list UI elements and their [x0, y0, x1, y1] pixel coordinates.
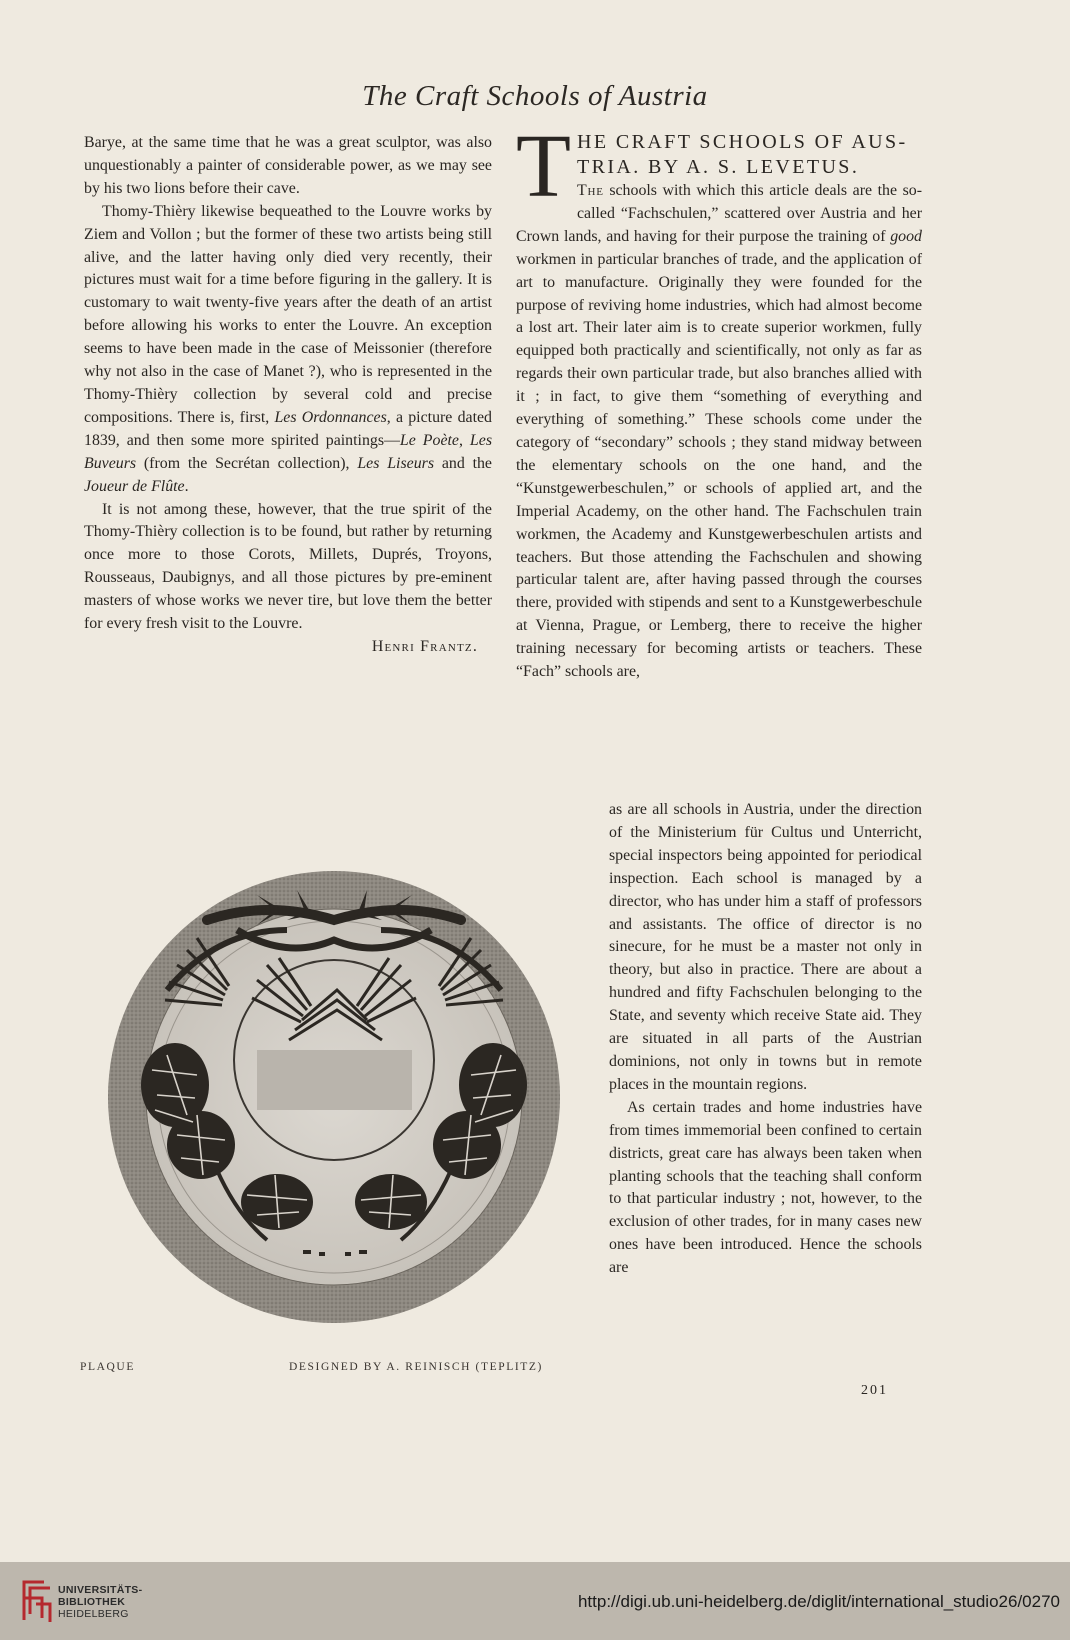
drop-cap: T — [516, 117, 571, 216]
library-footer — [0, 1562, 1070, 1640]
left-column — [84, 132, 492, 659]
plaque-illustration — [107, 870, 562, 1325]
plaque-image — [107, 870, 562, 1325]
right-column — [516, 117, 922, 684]
library-name: UNIVERSITÄTS- BIBLIOTHEK HEIDELBERG — [58, 1584, 143, 1620]
library-logo-icon — [20, 1574, 54, 1629]
left-paragraph-2: Thomy-Thièry likewise bequeathed to the Louvre works by Ziem and Vollon ; but the former of these two artists being still alive, and the latter having only died very recently, their pictures must wait for a time before figuring in the gallery. It is customary to wait twenty-five years after the death of an artist before allowing his works to enter the Louvre. An exception seems to have been made in the case of Meissonier (therefore why not also in the case of Manet ?), who is represented in the Thomy-Thièry collection by several cold and precise compositions. There is, first, Les Ordonnances, a picture dated 1839, and then some more spirited paintings—Le Poète, Les Buveurs (from the Secrétan collection), Les Liseurs and the Joueur de Flûte. — [84, 202, 492, 495]
left-paragraph-3: It is not among these, however, that the true spirit of the Thomy-Thièry collection is to be found, but rather by returning once more to those Corots, Millets, Duprés, Troyons, Rousseaus, Daubignys, and all those pictures by pre-eminent masters of whose works we never tire, but love them the better for every fresh visit to the Louvre. — [84, 500, 492, 633]
caption-designer: DESIGNED BY A. REINISCH (TEPLITZ) — [289, 1361, 543, 1373]
caption-plaque: PLAQUE — [80, 1361, 135, 1373]
page-number: 201 — [861, 1383, 888, 1398]
running-head: The Craft Schools of Austria — [362, 80, 708, 112]
source-url[interactable]: http://digi.ub.uni-heidelberg.de/diglit/international_studio26/0270 — [577, 1592, 1060, 1611]
article-heading: HE CRAFT SCHOOLS OF AUS- TRIA. BY A. S. LEVETUS. — [576, 131, 908, 178]
narrow-paragraph-2: As certain trades and home industries have from times immemorial been confined to certain districts, great care has always been taken when planting schools that the teaching shall conform to that particular industry ; not, however, to the exclusion of other trades, for in many cases new ones have been introduced. Hence the schools are — [609, 1098, 922, 1277]
narrow-paragraph-1: as are all schools in Austria, under the direction of the Ministerium für Cultus und Unterricht, special inspectors being appointed for periodical inspection. Each school is managed by a director, who has under him a staff of professors and assistants. The office of director is no sinecure, for he must be a master not only in theory, but also in practice. There are about a hundred and fifty Fachschulen belonging to the State, and seventy which receive State aid. They are situated in all parts of the Austrian dominions, not only in towns but in remote places in the mountain regions. — [609, 801, 922, 1093]
left-paragraph-1: Barye, at the same time that he was a great sculptor, was also unquestionably a painter of considerable power, as we may see by his two lions before their cave. — [84, 134, 492, 197]
author-signature: Henri Frantz. — [371, 637, 478, 655]
narrow-column — [609, 799, 922, 1280]
right-paragraph-1: The schools with which this article deals are the so-called “Fachschulen,” scattered over Austria and her Crown lands, and having for their purpose the training of good workmen in particular branches of trade, and the application of art to manufacture. Originally they were founded for the purpose of reviving home industries, which had almost become a lost art. Their later aim is to create superior workmen, fully equipped both practically and scientifically, not only as far as regards their own particular trade, but also branches allied with it ; in fact, to give them “something of everything and everything of something.” These schools come under the category of “secondary” schools ; they stand midway between the elementary schools on the one hand, and the “Kunstgewerbeschulen,” or schools of applied art, and the Imperial Academy, on the other hand. The Fachschulen train workmen, the Academy and Kunstgewerbeschulen artists and teachers. But those attending the Fachschulen and showing particular talent are, after having passed through the courses there, provided with stipends and sent to a Kunstgewerbeschule at Vienna, Prague, or Lemberg, there to receive the higher training necessary for becoming artists or teachers. These “Fach” schools are, — [516, 182, 922, 681]
